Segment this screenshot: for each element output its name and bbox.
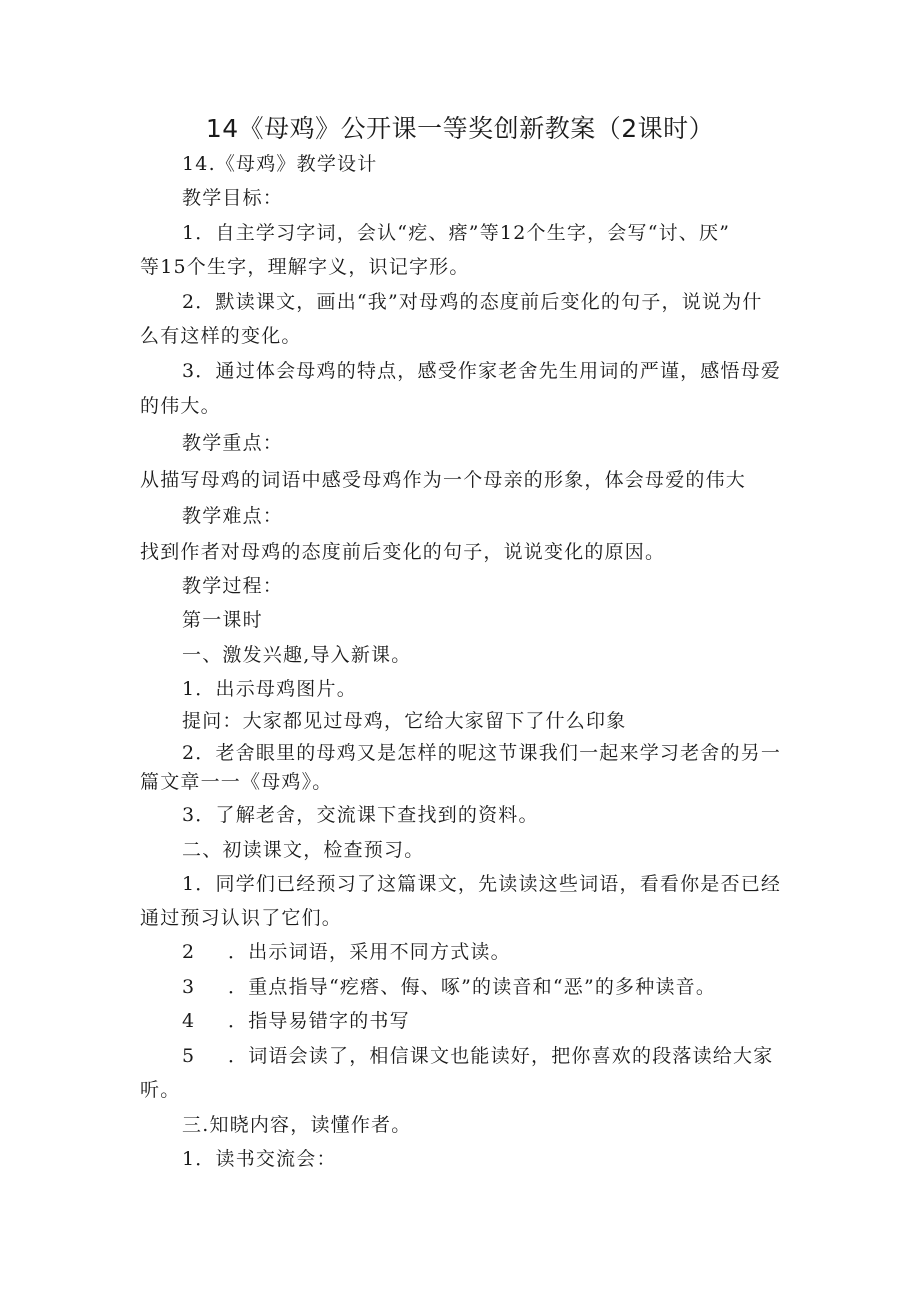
text-line: 听。 [140, 1079, 181, 1101]
text-line: 么有这样的变化。 [140, 325, 302, 347]
document-title: 14《母鸡》公开课一等奖创新教案（2课时） [205, 114, 715, 143]
text-line: 14.《母鸡》教学设计 [182, 153, 378, 175]
text-line: 找到作者对母鸡的态度前后变化的句子，说说变化的原因。 [140, 541, 666, 563]
text-line: 2．老舍眼里的母鸡又是怎样的呢这节课我们一起来学习老舍的另一 [182, 742, 782, 764]
text-line: 1．读书交流会： [182, 1148, 337, 1170]
text-line: ．词语会读了，相信课文也能读好，把你喜欢的段落读给大家 [228, 1045, 774, 1067]
text-line: 1．同学们已经预习了这篇课文，先读读这些词语，看看你是否已经 [182, 873, 782, 895]
text-line: 3．了解老舍，交流课下查找到的资料。 [182, 804, 539, 826]
section-heading: 教学过程： [182, 575, 284, 597]
text-line: ．重点指导“疙瘩、侮、啄”的读音和“恶”的多种读音。 [228, 976, 717, 998]
text-line: 等15个生字，理解字义，识记字形。 [140, 256, 470, 278]
section-heading: 教学重点： [182, 432, 284, 454]
text-line: 提问：大家都见过母鸡，它给大家留下了什么印象 [182, 710, 627, 732]
list-number: 5 [182, 1045, 195, 1067]
text-line: 篇文章一一《母鸡》。 [140, 771, 333, 793]
list-number: 2 [182, 941, 195, 963]
text-line: 3．通过体会母鸡的特点，感受作家老舍先生用词的严谨，感悟母爱 [182, 360, 782, 382]
text-line: 1．出示母鸡图片。 [182, 678, 357, 700]
text-line: 2．默读课文，画出“我”对母鸡的态度前后变化的句子，说说为什 [182, 291, 763, 313]
text-line: 第一课时 [182, 609, 263, 631]
text-line: ．出示词语，采用不同方式读。 [228, 941, 511, 963]
text-line: 三.知晓内容，读懂作者。 [182, 1114, 412, 1136]
section-heading: 教学难点： [182, 505, 284, 527]
text-line: 一、激发兴趣,导入新课。 [182, 644, 412, 666]
text-line: 1．自主学习字词，会认“疙、瘩”等12个生字，会写“讨、厌” [182, 222, 731, 244]
section-heading: 教学目标： [182, 187, 284, 209]
text-line: 从描写母鸡的词语中感受母鸡作为一个母亲的形象，体会母爱的伟大 [140, 469, 747, 491]
text-line: 的伟大。 [140, 395, 221, 417]
list-number: 3 [182, 976, 195, 998]
text-line: 通过预习认识了它们。 [140, 907, 343, 929]
text-line: ．指导易错字的书写 [228, 1010, 410, 1032]
text-line: 二、初读课文，检查预习。 [182, 839, 425, 861]
list-number: 4 [182, 1010, 195, 1032]
